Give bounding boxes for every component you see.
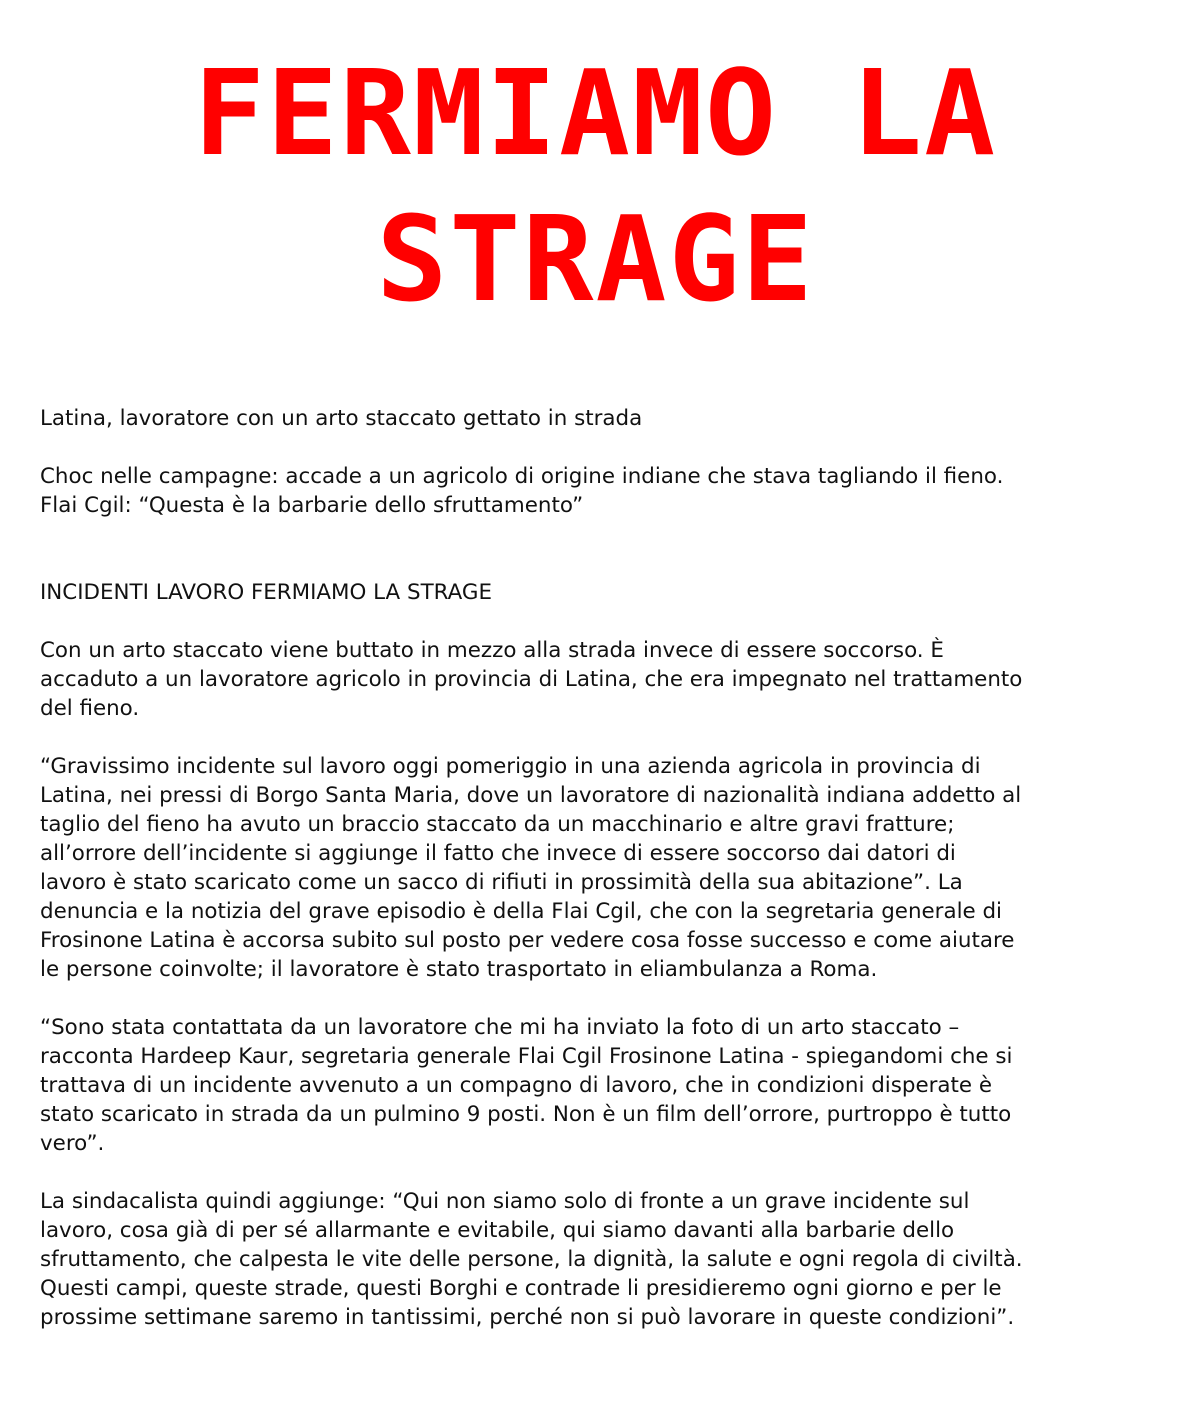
- paragraph-4: [40, 1187, 1160, 1332]
- paragraph-line: accaduto a un lavoratore agricolo in provincia di Latina, che era impegnato nel trattamento: [40, 667, 1023, 692]
- paragraph-line: denuncia e la notizia del grave episodio è della Flai Cgil, che con la segretaria generale di: [40, 899, 1002, 924]
- paragraph-line: sfruttamento, che calpesta le vite delle persone, la dignità, la salute e ogni regola di civiltà.: [40, 1247, 1023, 1272]
- paragraph-line: lavoro, cosa già di per sé allarmante e evitabile, qui siamo davanti alla barbarie dello: [40, 1218, 955, 1243]
- paragraph-line: del fieno.: [40, 696, 140, 721]
- headline-line-1: FERMIAMO LA: [193, 44, 998, 182]
- paragraph-2: [40, 752, 1160, 984]
- paragraph-line: “Gravissimo incidente sul lavoro oggi pomeriggio in una azienda agricola in provincia di: [40, 754, 981, 779]
- article-subtitle-line-1: Choc nelle campagne: accade a un agricolo di origine indiane che stava tagliando il fieno.: [40, 464, 1004, 489]
- paragraph-line: stato scaricato in strada da un pulmino 9 posti. Non è un film dell’orrore, purtroppo è tutto: [40, 1102, 1012, 1127]
- paragraph-line: prossime settimane saremo in tantissimi, perché non si può lavorare in queste condizioni”.: [40, 1305, 1015, 1330]
- paragraph-line: Frosinone Latina è accorsa subito sul posto per vedere cosa fosse successo e come aiutare: [40, 928, 1015, 953]
- paragraph-line: lavoro è stato scaricato come un sacco di rifiuti in prossimità della sua abitazione”. La: [40, 870, 963, 895]
- paragraph-line: vero”.: [40, 1131, 105, 1156]
- article-subtitle-line-2: Flai Cgil: “Questa è la barbarie dello sfruttamento”: [40, 493, 584, 518]
- paragraph-line: racconta Hardeep Kaur, segretaria generale Flai Cgil Frosinone Latina - spiegandomi che si: [40, 1044, 1013, 1069]
- paragraph-line: Questi campi, queste strade, questi Borghi e contrade li presidieremo ogni giorno e per le: [40, 1276, 1002, 1301]
- paragraph-line: Latina, nei pressi di Borgo Santa Maria, dove un lavoratore di nazionalità indiana addetto al: [40, 783, 1022, 808]
- article-title: Latina, lavoratore con un arto staccato gettato in strada: [40, 406, 643, 431]
- headline-line-2: STRAGE: [376, 190, 815, 328]
- paragraph-3: [40, 1013, 1160, 1158]
- section-heading: INCIDENTI LAVORO FERMIAMO LA STRAGE: [40, 580, 492, 605]
- article-body: [40, 404, 1160, 1332]
- paragraph-line: Con un arto staccato viene buttato in mezzo alla strada invece di essere soccorso. È: [40, 638, 944, 663]
- paragraph-line: trattava di un incidente avvenuto a un compagno di lavoro, che in condizioni disperate è: [40, 1073, 993, 1098]
- paragraph-1: [40, 636, 1160, 723]
- paragraph-line: La sindacalista quindi aggiunge: “Qui non siamo solo di fronte a un grave incidente sul: [40, 1189, 970, 1214]
- paragraph-line: le persone coinvolte; il lavoratore è stato trasportato in eliambulanza a Roma.: [40, 957, 878, 982]
- paragraph-line: taglio del fieno ha avuto un braccio staccato da un macchinario e altre gravi fratture;: [40, 812, 955, 837]
- headline: [40, 40, 1151, 332]
- paragraph-line: “Sono stata contattata da un lavoratore che mi ha inviato la foto di un arto staccato –: [40, 1015, 960, 1040]
- paragraph-line: all’orrore dell’incidente si aggiunge il fatto che invece di essere soccorso dai datori di: [40, 841, 956, 866]
